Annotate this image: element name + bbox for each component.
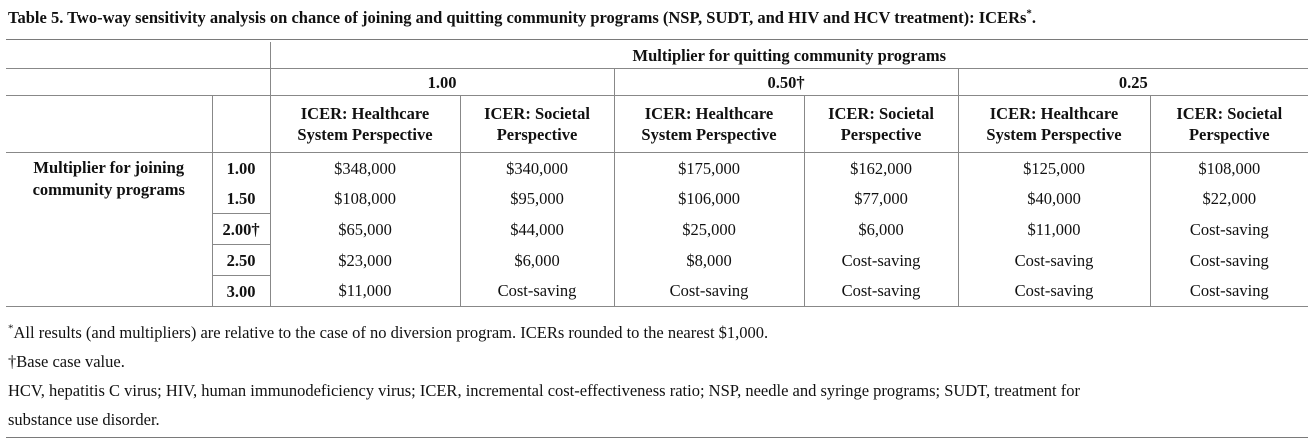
join-multiplier-label: Multiplier for joining community programs [6, 153, 212, 307]
cell: Cost-saving [804, 245, 958, 276]
cell: $348,000 [270, 153, 460, 184]
caption-footnote-mark: * [1026, 7, 1032, 20]
quit-value-1: 1.00 [270, 69, 614, 96]
cell: $106,000 [614, 183, 804, 214]
bottom-rule [6, 437, 1308, 438]
quit-value-3: 0.25 [958, 69, 1308, 96]
cell: $22,000 [1150, 183, 1308, 214]
header-row-quit-values [6, 69, 1308, 96]
col-hc-2: ICER: Healthcare System Perspective [614, 96, 804, 153]
join-mult-3: 2.50 [212, 245, 270, 276]
col-soc-1: ICER: Societal Perspective [460, 96, 614, 153]
cell: $108,000 [270, 183, 460, 214]
table-caption [8, 8, 1036, 28]
cell: $25,000 [614, 214, 804, 245]
caption-text: Table 5. Two-way sensitivity analysis on chance of joining and quitting community programs (NSP, SUDT, and HIV and HCV treatment): ICERs [8, 8, 1027, 27]
table-footnotes [8, 318, 1308, 434]
cell: $340,000 [460, 153, 614, 184]
join-mult-4: 3.00 [212, 276, 270, 307]
cell: $162,000 [804, 153, 958, 184]
cell: $6,000 [804, 214, 958, 245]
cell: Cost-saving [1150, 245, 1308, 276]
col-soc-2: ICER: Societal Perspective [804, 96, 958, 153]
join-mult-1: 1.50 [212, 183, 270, 214]
cell: Cost-saving [958, 276, 1150, 307]
top-rule [6, 39, 1308, 40]
quit-value-2: 0.50† [614, 69, 958, 96]
cell: $95,000 [460, 183, 614, 214]
cell: $108,000 [1150, 153, 1308, 184]
join-mult-2: 2.00† [212, 214, 270, 245]
col-hc-1: ICER: Healthcare System Perspective [270, 96, 460, 153]
col-hc-3: ICER: Healthcare System Perspective [958, 96, 1150, 153]
cell: Cost-saving [460, 276, 614, 307]
cell: $11,000 [958, 214, 1150, 245]
footnote-2: †Base case value. [8, 352, 125, 371]
cell: $11,000 [270, 276, 460, 307]
caption-end: . [1031, 8, 1037, 27]
cell: $8,000 [614, 245, 804, 276]
join-mult-0: 1.00 [212, 153, 270, 184]
cell: Cost-saving [1150, 214, 1308, 245]
col-soc-3: ICER: Societal Perspective [1150, 96, 1308, 153]
cell: Cost-saving [614, 276, 804, 307]
footnote-1: *All results (and multipliers) are relative to the case of no diversion program. ICERs rounded to the nearest $1,000. [8, 322, 769, 342]
cell: $125,000 [958, 153, 1150, 184]
sensitivity-table [6, 42, 1308, 307]
cell: $44,000 [460, 214, 614, 245]
cell: Cost-saving [1150, 276, 1308, 307]
cell: $23,000 [270, 245, 460, 276]
cell: $77,000 [804, 183, 958, 214]
cell: $40,000 [958, 183, 1150, 214]
cell: $65,000 [270, 214, 460, 245]
cell: $175,000 [614, 153, 804, 184]
header-row-columns [6, 96, 1308, 153]
table-row [6, 153, 1308, 184]
header-row-quit [6, 42, 1308, 69]
cell: $6,000 [460, 245, 614, 276]
cell: Cost-saving [804, 276, 958, 307]
footnote-3: HCV, hepatitis C virus; HIV, human immunodeficiency virus; ICER, incremental cost-effectiveness ratio; NSP, needle and syringe programs; SUDT, treatment for substance use disorder. [8, 381, 1080, 429]
quit-multiplier-header: Multiplier for quitting community programs [270, 42, 1308, 69]
cell: Cost-saving [958, 245, 1150, 276]
